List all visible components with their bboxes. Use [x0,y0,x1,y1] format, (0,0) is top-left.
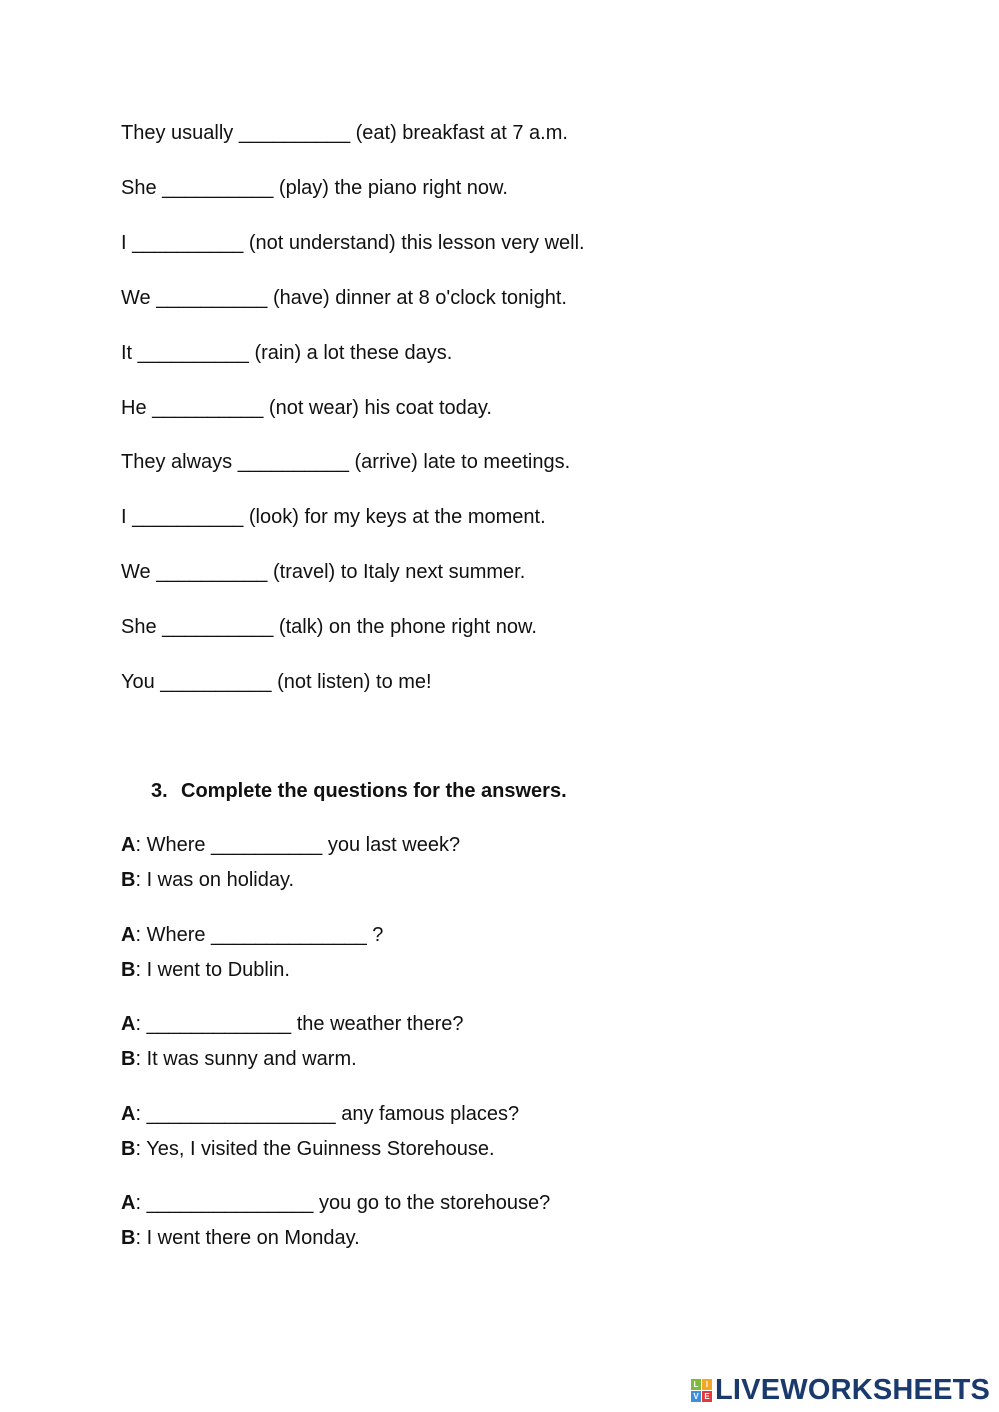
speaker-label: A [121,1103,136,1125]
logo-tile: E [702,1391,712,1402]
heading-number: 3. [151,780,168,802]
sentence-1[interactable]: They usually __________ (eat) breakfast at 7 a.m. [121,122,568,144]
dialogue-text: : Where ______________ ? [135,924,384,946]
speaker-label: B [121,1138,136,1160]
sentence-2[interactable]: She __________ (play) the piano right now. [121,176,508,199]
sentence-8[interactable]: I __________ (look) for my keys at the moment. [121,506,546,529]
logo-tiles-icon [691,1379,712,1402]
speaker-label: A [121,1013,136,1035]
dialogue-5-line-b [121,1226,360,1250]
speaker-label: A [121,1192,136,1214]
sentence-4[interactable]: We __________ (have) dinner at 8 o'clock tonight. [121,286,567,309]
logo-tile: L [691,1379,701,1390]
dialogue-2-line-b [121,958,290,982]
heading-title: Complete the questions for the answers. [181,780,567,802]
liveworksheets-logo [691,1374,990,1407]
sentence-10[interactable]: She __________ (talk) on the phone right now. [121,616,537,639]
logo-tile: V [691,1391,701,1402]
dialogue-5-line-a[interactable] [121,1191,550,1215]
speaker-label: B [121,959,136,981]
dialogue-1-line-b [121,868,294,892]
dialogue-text: : I went to Dublin. [135,959,290,981]
dialogue-3-line-b [121,1047,357,1071]
dialogue-text: : _______________ you go to the storehouse? [135,1192,551,1214]
speaker-label: B [121,1048,136,1070]
sentence-6[interactable]: He __________ (not wear) his coat today. [121,396,492,419]
dialogue-text: : Where __________ you last week? [135,834,461,856]
speaker-label: A [121,924,136,946]
exercise-3-heading [151,779,567,803]
sentence-3[interactable]: I __________ (not understand) this lesson very well. [121,231,585,254]
sentence-7[interactable]: They always __________ (arrive) late to meetings. [121,451,571,474]
dialogue-text: : I went there on Monday. [135,1227,360,1249]
sentence-11[interactable]: You __________ (not listen) to me! [121,671,432,693]
speaker-label: B [121,1227,136,1249]
sentence-5[interactable]: It __________ (rain) a lot these days. [121,341,453,364]
dialogue-text: : I was on holiday. [135,869,295,891]
dialogue-text: : _________________ any famous places? [135,1103,520,1125]
dialogue-1-line-a[interactable] [121,833,460,857]
dialogue-text: : It was sunny and warm. [135,1048,357,1070]
dialogue-4-line-a[interactable] [121,1102,519,1126]
dialogue-text: : Yes, I visited the Guinness Storehouse. [135,1138,495,1160]
dialogue-2-line-a[interactable] [121,923,383,947]
logo-tile: I [702,1379,712,1390]
sentence-9[interactable]: We __________ (travel) to Italy next summer. [121,561,526,584]
dialogue-text: : _____________ the weather there? [135,1013,464,1035]
speaker-label: B [121,869,136,891]
dialogue-4-line-b [121,1137,495,1161]
logo-text: LIVEWORKSHEETS [715,1374,991,1406]
dialogue-3-line-a[interactable] [121,1012,464,1036]
speaker-label: A [121,834,136,856]
